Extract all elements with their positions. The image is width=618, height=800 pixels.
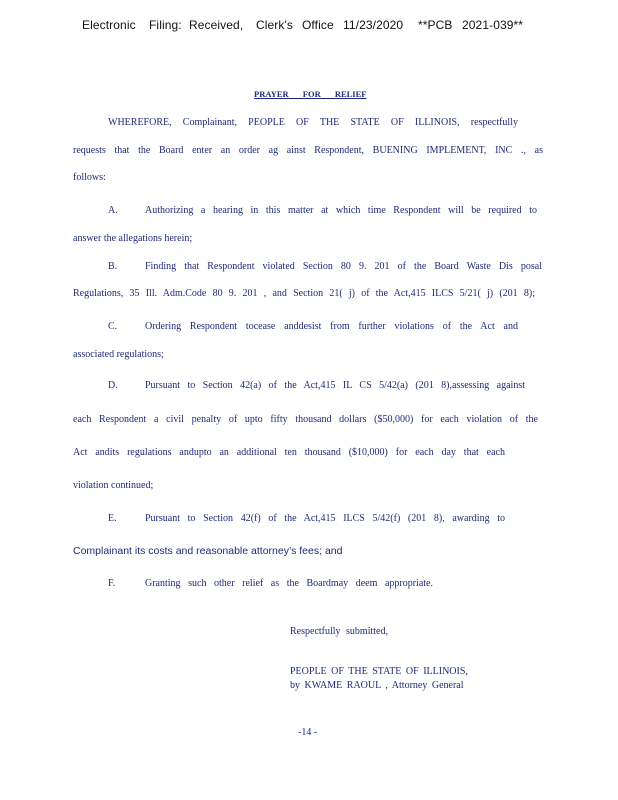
intro-line-2: requests that the Board enter an order ag ainst Respondent, BUENING IMPLEMENT, INC ., as [73,145,543,156]
header-clerks: Clerk's [256,18,293,32]
item-a-line-2: answer the allegations herein; [73,233,193,244]
header-received: Received, [189,18,244,32]
signature-party: PEOPLE OF THE STATE OF ILLINOIS, [290,666,468,677]
item-b-line-2: Regulations, 35 Ill. Adm.Code 80 9. 201 , and Section 21( j) of the Act,415 ILCS 5/21( j) (201 8); [73,288,535,299]
item-c-line-2: associated regulations; [73,349,164,360]
item-f-line-1: Granting such other relief as the Boardmay deem appropriate. [145,578,433,589]
intro-line-3: follows: [73,172,106,183]
document-title: PRAYER FOR RELIEF [254,89,367,99]
signature-attorney: by KWAME RAOUL , Attorney General [290,680,464,691]
item-d-line-3: Act andits regulations andupto an additional ten thousand ($10,000) for each day that each [73,447,505,458]
item-a-line-1: Authorizing a hearing in this matter at which time Respondent will be required to [145,205,537,216]
item-b-line-1: Finding that Respondent violated Section 80 9. 201 of the Board Waste Dis posal [145,261,542,272]
header-date: 11/23/2020 [343,18,404,32]
header-case-number: 2021-039** [462,18,524,32]
item-c-line-1: Ordering Respondent tocease anddesist from further violations of the Act and [145,321,518,332]
page-number: -14 - [298,727,318,738]
item-e-line-1: Pursuant to Section 42(f) of the Act,415 ILCS 5/42(f) (201 8), awarding to [145,513,505,524]
item-e-line-2: Complainant its costs and reasonable attorney’s fees; and [73,545,343,557]
item-d-line-1: Pursuant to Section 42(a) of the Act,415 IL CS 5/42(a) (201 8),assessing against [145,380,525,391]
item-a-label: A. [108,205,118,216]
header-filing: Filing: [149,18,182,32]
intro-line-1: WHEREFORE, Complainant, PEOPLE OF THE STATE OF ILLINOIS, respectfully [108,117,518,128]
item-b-label: B. [108,261,118,272]
item-d-line-2: each Respondent a civil penalty of upto fifty thousand dollars ($50,000) for each violation of the [73,414,538,425]
item-d-line-4: violation continued; [73,480,154,491]
item-f-label: F. [108,578,116,589]
item-c-label: C. [108,321,118,332]
item-d-label: D. [108,380,118,391]
header-electronic: Electronic [82,18,136,32]
header-office: Office [302,18,334,32]
signature-closing: Respectfully submitted, [290,626,388,637]
header-pcb: **PCB [418,18,453,32]
item-e-label: E. [108,513,117,524]
